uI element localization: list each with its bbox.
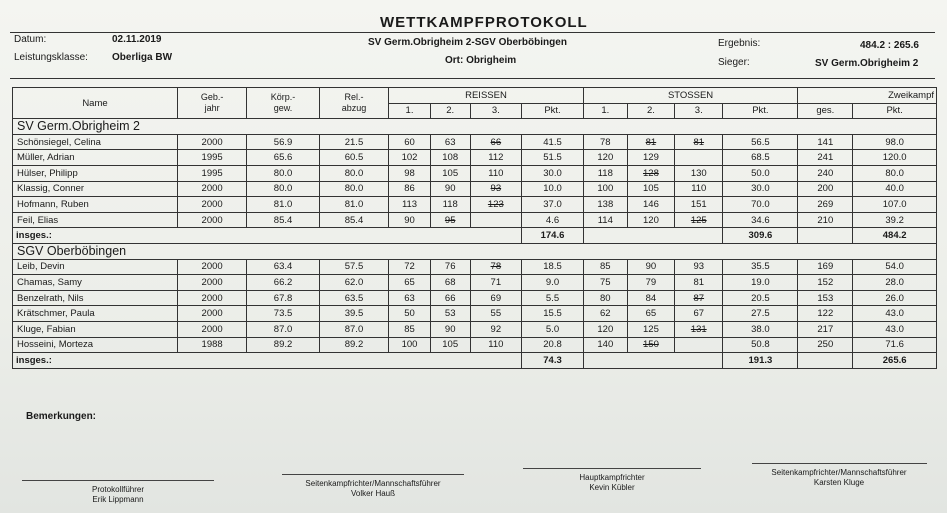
col-stossen-pkt: Pkt. bbox=[723, 103, 798, 119]
remarks-label: Bemerkungen: bbox=[26, 411, 97, 422]
snatch-points: 41.5 bbox=[522, 134, 584, 150]
total-cleanjerk-points: 309.6 bbox=[723, 228, 798, 244]
birth-year: 1995 bbox=[177, 150, 246, 166]
snatch-attempt-2: 105 bbox=[430, 337, 470, 353]
cleanjerk-attempt-1: 62 bbox=[583, 306, 627, 322]
cleanjerk-points: 30.0 bbox=[723, 181, 798, 197]
ergebnis-value: 484.2 : 265.6 bbox=[860, 40, 919, 51]
athlete-name: Hülser, Philipp bbox=[13, 165, 178, 181]
snatch-attempt-1: 72 bbox=[389, 259, 431, 275]
total-points: 80.0 bbox=[853, 165, 937, 181]
snatch-attempt-3: 92 bbox=[470, 321, 522, 337]
snatch-points: 20.8 bbox=[522, 337, 584, 353]
total-kg: 217 bbox=[798, 321, 853, 337]
total-points: 98.0 bbox=[853, 134, 937, 150]
relative-deduction: 87.0 bbox=[319, 321, 388, 337]
col-relabzug: Rel.- abzug bbox=[319, 88, 388, 119]
total-points: 107.0 bbox=[853, 197, 937, 213]
snatch-attempt-3 bbox=[470, 212, 522, 228]
ergebnis-label: Ergebnis: bbox=[718, 38, 761, 49]
snatch-points: 37.0 bbox=[522, 197, 584, 213]
cleanjerk-attempt-1: 140 bbox=[583, 337, 627, 353]
snatch-attempt-3: 66 bbox=[470, 134, 522, 150]
total-cleanjerk-points: 191.3 bbox=[723, 353, 798, 369]
athlete-name: Schönsiegel, Celina bbox=[13, 134, 178, 150]
total-kg: 250 bbox=[798, 337, 853, 353]
cleanjerk-points: 20.5 bbox=[723, 290, 798, 306]
athlete-name: Krätschmer, Paula bbox=[13, 306, 178, 322]
snatch-attempt-3: 55 bbox=[470, 306, 522, 322]
cleanjerk-attempt-2: 129 bbox=[627, 150, 674, 166]
relative-deduction: 62.0 bbox=[319, 275, 388, 291]
body-weight: 73.5 bbox=[247, 306, 320, 322]
signature-role: Hauptkampfrichter bbox=[579, 473, 645, 482]
snatch-attempt-3: 123 bbox=[470, 197, 522, 213]
cleanjerk-attempt-1: 100 bbox=[583, 181, 627, 197]
cleanjerk-attempt-2: 79 bbox=[627, 275, 674, 291]
cleanjerk-points: 56.5 bbox=[723, 134, 798, 150]
cleanjerk-attempt-2: 105 bbox=[627, 181, 674, 197]
relative-deduction: 39.5 bbox=[319, 306, 388, 322]
team-header-fill bbox=[389, 119, 937, 135]
signature-line bbox=[752, 463, 927, 464]
col-gebjahr: Geb.- jahr bbox=[177, 88, 246, 119]
total-points: 40.0 bbox=[853, 181, 937, 197]
table-row bbox=[13, 306, 937, 322]
team-header-row bbox=[13, 119, 937, 135]
total-snatch-points: 74.3 bbox=[522, 353, 584, 369]
col-zweikampf-ges: ges. bbox=[798, 103, 853, 119]
total-zweikampf-points: 484.2 bbox=[853, 228, 937, 244]
snatch-points: 9.0 bbox=[522, 275, 584, 291]
cleanjerk-attempt-1: 80 bbox=[583, 290, 627, 306]
cleanjerk-attempt-2: 120 bbox=[627, 212, 674, 228]
body-weight: 67.8 bbox=[247, 290, 320, 306]
col-reissen: REISSEN bbox=[389, 88, 584, 104]
birth-year: 2000 bbox=[177, 259, 246, 275]
total-empty bbox=[798, 353, 853, 369]
birth-year: 2000 bbox=[177, 290, 246, 306]
snatch-attempt-3: 112 bbox=[470, 150, 522, 166]
table-row bbox=[13, 275, 937, 291]
total-points: 28.0 bbox=[853, 275, 937, 291]
signature-role: Seitenkampfrichter/Mannschaftsführer bbox=[305, 479, 441, 488]
relative-deduction: 89.2 bbox=[319, 337, 388, 353]
snatch-attempt-1: 90 bbox=[389, 212, 431, 228]
cleanjerk-attempt-3 bbox=[675, 337, 723, 353]
cleanjerk-attempt-2: 128 bbox=[627, 165, 674, 181]
total-points: 71.6 bbox=[853, 337, 937, 353]
signature-hauptkampfrichter bbox=[523, 473, 701, 493]
match-title: SV Germ.Obrigheim 2-SGV Oberböbingen bbox=[368, 37, 567, 48]
signature-protokollfuehrer bbox=[22, 485, 214, 505]
total-kg: 122 bbox=[798, 306, 853, 322]
total-points: 26.0 bbox=[853, 290, 937, 306]
cleanjerk-attempt-1: 138 bbox=[583, 197, 627, 213]
snatch-attempt-3: 110 bbox=[470, 337, 522, 353]
cleanjerk-attempt-3: 67 bbox=[675, 306, 723, 322]
snatch-points: 18.5 bbox=[522, 259, 584, 275]
signature-seitenkampfrichter-1 bbox=[270, 479, 476, 499]
snatch-attempt-2: 95 bbox=[430, 212, 470, 228]
team-total-row bbox=[13, 353, 937, 369]
table-row bbox=[13, 321, 937, 337]
cleanjerk-attempt-2: 65 bbox=[627, 306, 674, 322]
relative-deduction: 21.5 bbox=[319, 134, 388, 150]
athlete-name: Müller, Adrian bbox=[13, 150, 178, 166]
body-weight: 63.4 bbox=[247, 259, 320, 275]
cleanjerk-attempt-1: 85 bbox=[583, 259, 627, 275]
total-points: 54.0 bbox=[853, 259, 937, 275]
cleanjerk-attempt-3: 81 bbox=[675, 134, 723, 150]
total-kg: 200 bbox=[798, 181, 853, 197]
cleanjerk-attempt-2: 146 bbox=[627, 197, 674, 213]
snatch-points: 10.0 bbox=[522, 181, 584, 197]
total-points: 120.0 bbox=[853, 150, 937, 166]
cleanjerk-points: 38.0 bbox=[723, 321, 798, 337]
cleanjerk-points: 50.8 bbox=[723, 337, 798, 353]
signature-role: Seitenkampfrichter/Mannschaftsführer bbox=[771, 468, 907, 477]
body-weight: 89.2 bbox=[247, 337, 320, 353]
total-points: 43.0 bbox=[853, 321, 937, 337]
body-weight: 85.4 bbox=[247, 212, 320, 228]
snatch-attempt-2: 118 bbox=[430, 197, 470, 213]
table-row bbox=[13, 197, 937, 213]
snatch-attempt-3: 71 bbox=[470, 275, 522, 291]
col-stossen: STOSSEN bbox=[583, 88, 798, 104]
cleanjerk-attempt-1: 75 bbox=[583, 275, 627, 291]
col-reissen-pkt: Pkt. bbox=[522, 103, 584, 119]
signature-name: Erik Lippmann bbox=[92, 495, 144, 504]
body-weight: 80.0 bbox=[247, 165, 320, 181]
cleanjerk-points: 34.6 bbox=[723, 212, 798, 228]
total-points: 43.0 bbox=[853, 306, 937, 322]
snatch-points: 51.5 bbox=[522, 150, 584, 166]
cleanjerk-points: 19.0 bbox=[723, 275, 798, 291]
snatch-attempt-2: 63 bbox=[430, 134, 470, 150]
table-row bbox=[13, 165, 937, 181]
snatch-points: 15.5 bbox=[522, 306, 584, 322]
cleanjerk-attempt-2: 81 bbox=[627, 134, 674, 150]
total-kg: 152 bbox=[798, 275, 853, 291]
total-kg: 241 bbox=[798, 150, 853, 166]
snatch-attempt-3: 69 bbox=[470, 290, 522, 306]
cleanjerk-attempt-1: 78 bbox=[583, 134, 627, 150]
cleanjerk-attempt-3: 125 bbox=[675, 212, 723, 228]
snatch-attempt-1: 102 bbox=[389, 150, 431, 166]
relative-deduction: 80.0 bbox=[319, 181, 388, 197]
snatch-attempt-1: 98 bbox=[389, 165, 431, 181]
snatch-points: 5.5 bbox=[522, 290, 584, 306]
cleanjerk-attempt-3: 130 bbox=[675, 165, 723, 181]
table-row bbox=[13, 212, 937, 228]
body-weight: 80.0 bbox=[247, 181, 320, 197]
snatch-attempt-1: 63 bbox=[389, 290, 431, 306]
title-divider bbox=[10, 32, 935, 33]
snatch-attempt-1: 65 bbox=[389, 275, 431, 291]
athlete-name: Chamas, Samy bbox=[13, 275, 178, 291]
athlete-name: Benzelrath, Nils bbox=[13, 290, 178, 306]
datum-label: Datum: bbox=[14, 34, 47, 45]
cleanjerk-attempt-1: 118 bbox=[583, 165, 627, 181]
birth-year: 2000 bbox=[177, 306, 246, 322]
cleanjerk-attempt-2: 150 bbox=[627, 337, 674, 353]
body-weight: 87.0 bbox=[247, 321, 320, 337]
relative-deduction: 57.5 bbox=[319, 259, 388, 275]
cleanjerk-attempt-3: 151 bbox=[675, 197, 723, 213]
snatch-points: 5.0 bbox=[522, 321, 584, 337]
total-points: 39.2 bbox=[853, 212, 937, 228]
birth-year: 2000 bbox=[177, 321, 246, 337]
signature-seitenkampfrichter-2 bbox=[740, 468, 938, 488]
total-kg: 210 bbox=[798, 212, 853, 228]
snatch-attempt-1: 113 bbox=[389, 197, 431, 213]
snatch-attempt-2: 90 bbox=[430, 321, 470, 337]
cleanjerk-points: 27.5 bbox=[723, 306, 798, 322]
signature-line bbox=[523, 468, 701, 469]
col-name: Name bbox=[13, 88, 178, 119]
col-zweikampf-pkt: Pkt. bbox=[853, 103, 937, 119]
body-weight: 66.2 bbox=[247, 275, 320, 291]
signature-name: Kevin Kübler bbox=[589, 483, 635, 492]
athlete-name: Kluge, Fabian bbox=[13, 321, 178, 337]
cleanjerk-points: 50.0 bbox=[723, 165, 798, 181]
snatch-attempt-2: 76 bbox=[430, 259, 470, 275]
cleanjerk-points: 70.0 bbox=[723, 197, 798, 213]
cleanjerk-attempt-1: 120 bbox=[583, 321, 627, 337]
birth-year: 2000 bbox=[177, 212, 246, 228]
birth-year: 1995 bbox=[177, 165, 246, 181]
body-weight: 56.9 bbox=[247, 134, 320, 150]
snatch-attempt-2: 66 bbox=[430, 290, 470, 306]
snatch-points: 30.0 bbox=[522, 165, 584, 181]
relative-deduction: 85.4 bbox=[319, 212, 388, 228]
signature-name: Volker Hauß bbox=[350, 489, 396, 498]
sieger-label: Sieger: bbox=[718, 57, 750, 68]
cleanjerk-attempt-2: 84 bbox=[627, 290, 674, 306]
athlete-name: Leib, Devin bbox=[13, 259, 178, 275]
total-label: insges.: bbox=[13, 228, 522, 244]
snatch-attempt-3: 93 bbox=[470, 181, 522, 197]
sieger-value: SV Germ.Obrigheim 2 bbox=[815, 58, 919, 69]
table-row bbox=[13, 259, 937, 275]
birth-year: 2000 bbox=[177, 275, 246, 291]
total-kg: 240 bbox=[798, 165, 853, 181]
team-header-fill bbox=[389, 243, 937, 259]
cleanjerk-attempt-3: 131 bbox=[675, 321, 723, 337]
birth-year: 2000 bbox=[177, 197, 246, 213]
snatch-attempt-1: 100 bbox=[389, 337, 431, 353]
cleanjerk-attempt-3 bbox=[675, 150, 723, 166]
snatch-points: 4.6 bbox=[522, 212, 584, 228]
col-zweikampf: Zweikampf bbox=[798, 88, 937, 104]
relative-deduction: 80.0 bbox=[319, 165, 388, 181]
signature-line bbox=[282, 474, 464, 475]
total-kg: 269 bbox=[798, 197, 853, 213]
col-reissen-3: 3. bbox=[470, 103, 522, 119]
snatch-attempt-2: 90 bbox=[430, 181, 470, 197]
total-label: insges.: bbox=[13, 353, 522, 369]
col-reissen-1: 1. bbox=[389, 103, 431, 119]
relative-deduction: 81.0 bbox=[319, 197, 388, 213]
snatch-attempt-3: 78 bbox=[470, 259, 522, 275]
athlete-name: Hofmann, Ruben bbox=[13, 197, 178, 213]
snatch-attempt-2: 53 bbox=[430, 306, 470, 322]
leistungsklasse-label: Leistungsklasse: bbox=[14, 52, 88, 63]
total-kg: 153 bbox=[798, 290, 853, 306]
total-empty bbox=[798, 228, 853, 244]
relative-deduction: 63.5 bbox=[319, 290, 388, 306]
athlete-name: Hosseini, Morteza bbox=[13, 337, 178, 353]
leistungsklasse-value: Oberliga BW bbox=[112, 52, 173, 63]
table-row bbox=[13, 290, 937, 306]
ort-value: Ort: Obrigheim bbox=[445, 55, 517, 66]
results-table bbox=[12, 87, 937, 369]
birth-year: 2000 bbox=[177, 134, 246, 150]
snatch-attempt-1: 50 bbox=[389, 306, 431, 322]
datum-value: 02.11.2019 bbox=[112, 34, 162, 45]
athlete-name: Klassig, Conner bbox=[13, 181, 178, 197]
cleanjerk-attempt-3: 87 bbox=[675, 290, 723, 306]
total-zweikampf-points: 265.6 bbox=[853, 353, 937, 369]
snatch-attempt-3: 110 bbox=[470, 165, 522, 181]
signature-line bbox=[22, 480, 214, 481]
team-name: SV Germ.Obrigheim 2 bbox=[13, 119, 389, 135]
total-kg: 169 bbox=[798, 259, 853, 275]
cleanjerk-attempt-3: 93 bbox=[675, 259, 723, 275]
athlete-name: Feil, Elias bbox=[13, 212, 178, 228]
col-stossen-2: 2. bbox=[627, 103, 674, 119]
table-row bbox=[13, 134, 937, 150]
snatch-attempt-2: 108 bbox=[430, 150, 470, 166]
relative-deduction: 60.5 bbox=[319, 150, 388, 166]
table-row bbox=[13, 181, 937, 197]
team-total-row bbox=[13, 228, 937, 244]
total-snatch-points: 174.6 bbox=[522, 228, 584, 244]
col-stossen-1: 1. bbox=[583, 103, 627, 119]
total-empty bbox=[583, 228, 723, 244]
table-row bbox=[13, 337, 937, 353]
col-stossen-3: 3. bbox=[675, 103, 723, 119]
snatch-attempt-2: 68 bbox=[430, 275, 470, 291]
snatch-attempt-1: 85 bbox=[389, 321, 431, 337]
body-weight: 81.0 bbox=[247, 197, 320, 213]
signature-name: Karsten Kluge bbox=[813, 478, 865, 487]
total-kg: 141 bbox=[798, 134, 853, 150]
col-reissen-2: 2. bbox=[430, 103, 470, 119]
body-weight: 65.6 bbox=[247, 150, 320, 166]
snatch-attempt-1: 86 bbox=[389, 181, 431, 197]
snatch-attempt-2: 105 bbox=[430, 165, 470, 181]
team-name: SGV Oberböbingen bbox=[13, 243, 389, 259]
cleanjerk-points: 35.5 bbox=[723, 259, 798, 275]
table-row bbox=[13, 150, 937, 166]
total-empty bbox=[583, 353, 723, 369]
cleanjerk-attempt-1: 120 bbox=[583, 150, 627, 166]
col-koerpgew: Körp.- gew. bbox=[247, 88, 320, 119]
page-title: WETTKAMPFPROTOKOLL bbox=[380, 14, 588, 31]
cleanjerk-attempt-3: 81 bbox=[675, 275, 723, 291]
cleanjerk-attempt-2: 90 bbox=[627, 259, 674, 275]
team-header-row bbox=[13, 243, 937, 259]
birth-year: 1988 bbox=[177, 337, 246, 353]
snatch-attempt-1: 60 bbox=[389, 134, 431, 150]
signature-role: Protokollführer bbox=[91, 485, 145, 494]
header-divider bbox=[10, 78, 935, 79]
cleanjerk-attempt-2: 125 bbox=[627, 321, 674, 337]
cleanjerk-attempt-1: 114 bbox=[583, 212, 627, 228]
cleanjerk-points: 68.5 bbox=[723, 150, 798, 166]
birth-year: 2000 bbox=[177, 181, 246, 197]
cleanjerk-attempt-3: 110 bbox=[675, 181, 723, 197]
